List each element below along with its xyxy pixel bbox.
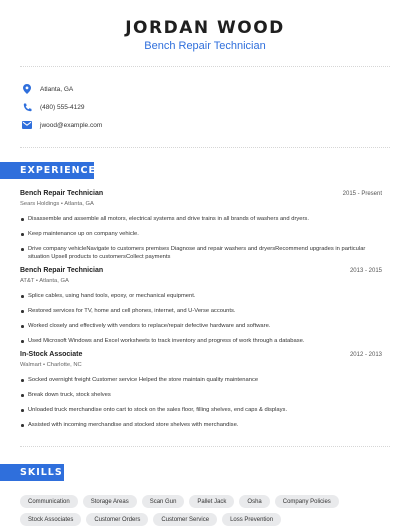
contact-email: [22, 119, 382, 131]
divider: [20, 147, 390, 148]
divider: [20, 446, 390, 447]
list-item: Disassemble and assemble all motors, electrical systems and drive trains in all brands of washers and dryers.: [20, 215, 382, 223]
skill-chip: Customer Service: [153, 513, 217, 526]
list-item: Worked closely and effectively with vendors to replace/repair defective hardware and software.: [20, 322, 382, 330]
email-text: jwood@example.com: [40, 121, 103, 129]
skill-chip: Pallet Jack: [189, 495, 234, 508]
list-item: Assisted with incoming merchandise and stocked store shelves with merchandise.: [20, 421, 382, 429]
list-item: Splice cables, using hand tools, epoxy, or mechanical equipment.: [20, 292, 382, 300]
skill-chip: Communication: [20, 495, 78, 508]
list-item: Keep maintenance up on company vehicle.: [20, 230, 382, 238]
job-entry-company: AT&T • Atlanta, GA: [20, 278, 69, 284]
job-entry-company: Sears Holdings • Atlanta, GA: [20, 201, 94, 207]
location-text: Atlanta, GA: [40, 85, 74, 93]
experience-entry: [20, 267, 382, 352]
job-entry-title: Bench Repair Technician: [20, 267, 104, 274]
candidate-name: JORDAN WOOD: [125, 18, 285, 38]
skill-chip: Stock Associates: [20, 513, 81, 526]
skills-list: [20, 495, 390, 526]
skill-chip: Loss Prevention: [222, 513, 281, 526]
contact-location: [22, 83, 382, 95]
phone-icon: [22, 102, 32, 112]
list-item: Used Microsoft Windows and Excel worksheets to track inventory and progress of work through a database.: [20, 337, 382, 345]
job-entry-dates: 2015 - Present: [342, 191, 382, 197]
list-item: Break down truck, stock shelves: [20, 391, 382, 399]
skills-heading: SKILLS: [0, 464, 64, 481]
phone-text: (480) 555-4129: [40, 103, 85, 111]
job-entry-dates: 2013 - 2015: [349, 268, 382, 274]
job-entry-dates: 2012 - 2013: [349, 352, 382, 358]
location-pin-icon: [22, 84, 32, 94]
list-item: Restored services for TV, home and cell phones, internet, and U-Verse accounts.: [20, 307, 382, 315]
email-icon: [22, 120, 32, 130]
job-title: Bench Repair Technician: [144, 40, 266, 52]
experience-heading: EXPERIENCE: [0, 162, 94, 179]
list-item: Socked overnight freight Customer service Helped the store maintain quality maintenance: [20, 376, 382, 384]
job-entry-company: Walmart • Charlotte, NC: [20, 362, 82, 368]
list-item: Drive company vehicleNavigate to customers premises Diagnose and repair washers and dryersRecommend upgrades in particular situation Upsell products to customersCollect payments: [20, 245, 382, 261]
divider: [20, 66, 390, 67]
job-entry-title: Bench Repair Technician: [20, 190, 104, 197]
experience-entry: [20, 190, 382, 268]
skill-chip: Osha: [239, 495, 269, 508]
experience-entry: [20, 351, 382, 436]
contact-phone: [22, 101, 382, 113]
skill-chip: Customer Orders: [86, 513, 148, 526]
skill-chip: Scan Gun: [142, 495, 185, 508]
list-item: Unloaded truck merchandise onto cart to stock on the sales floor, filling shelves, end caps & displays.: [20, 406, 382, 414]
skill-chip: Company Policies: [275, 495, 339, 508]
job-entry-title: In-Stock Associate: [20, 351, 83, 358]
skill-chip: Storage Areas: [83, 495, 137, 508]
